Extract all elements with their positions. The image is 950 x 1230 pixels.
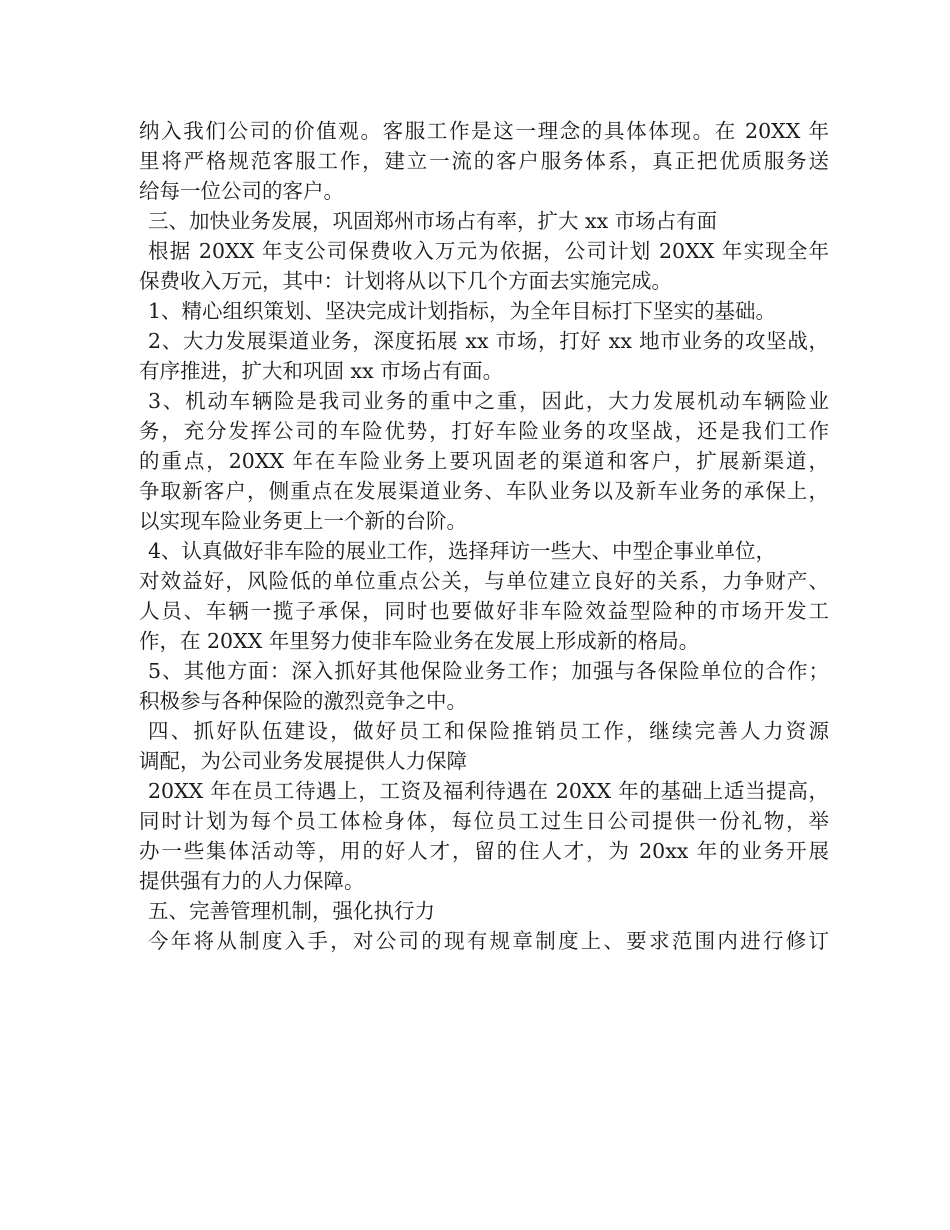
text-line: 务，充分发挥公司的车险优势，打好车险业务的攻坚战，还是我们工作 bbox=[139, 419, 829, 443]
text-line: 同时计划为每个员工体检身体，每位员工过生日公司提供一份礼物，举 bbox=[139, 809, 829, 833]
text-line: 保费收入万元，其中：计划将从以下几个方面去实施完成。 bbox=[139, 269, 672, 293]
text-line: 5、其他方面：深入抓好其他保险业务工作；加强与各保险单位的合作； bbox=[148, 659, 829, 683]
text-line: 20XX 年在员工待遇上，工资及福利待遇在 20XX 年的基础上适当提高， bbox=[148, 779, 829, 803]
text-line: 以实现车险业务更上一个新的台阶。 bbox=[139, 509, 467, 533]
text-line: 对效益好，风险低的单位重点公关，与单位建立良好的关系，力争财产、 bbox=[139, 569, 829, 593]
text-line: 3、机动车辆险是我司业务的重中之重，因此，大力发展机动车辆险业 bbox=[148, 389, 829, 413]
text-line: 根据 20XX 年支公司保费收入万元为依据，公司计划 20XX 年实现全年 bbox=[148, 239, 829, 263]
text-line: 五、完善管理机制，强化执行力 bbox=[148, 899, 435, 923]
text-line: 三、加快业务发展，巩固郑州市场占有率，扩大 xx 市场占有面 bbox=[148, 209, 718, 233]
text-line: 的重点，20XX 年在车险业务上要巩固老的渠道和客户，扩展新渠道， bbox=[139, 449, 829, 473]
text-line: 争取新客户，侧重点在发展渠道业务、车队业务以及新车业务的承保上， bbox=[139, 479, 829, 503]
text-line: 积极参与各种保险的激烈竞争之中。 bbox=[139, 689, 467, 713]
text-line: 四、抓好队伍建设，做好员工和保险推销员工作，继续完善人力资源 bbox=[148, 719, 829, 743]
text-line: 1、精心组织策划、坚决完成计划指标，为全年目标打下坚实的基础。 bbox=[148, 299, 777, 323]
text-line: 调配，为公司业务发展提供人力保障 bbox=[139, 749, 467, 773]
text-line: 作，在 20XX 年里努力使非车险业务在发展上形成新的格局。 bbox=[139, 629, 700, 653]
text-line: 人员、车辆一揽子承保，同时也要做好非车险效益型险种的市场开发工 bbox=[139, 599, 829, 623]
text-line: 今年将从制度入手，对公司的现有规章制度上、要求范围内进行修订 bbox=[148, 929, 829, 953]
text-line: 2、大力发展渠道业务，深度拓展 xx 市场，打好 xx 地市业务的攻坚战， bbox=[148, 329, 829, 353]
text-line: 给每一位公司的客户。 bbox=[139, 179, 344, 203]
text-line: 提供强有力的人力保障。 bbox=[139, 869, 365, 893]
text-line: 办一些集体活动等，用的好人才，留的住人才，为 20xx 年的业务开展 bbox=[139, 839, 829, 863]
text-line: 4、认真做好非车险的展业工作，选择拜访一些大、中型企事业单位， bbox=[148, 539, 777, 563]
text-line: 有序推进，扩大和巩固 xx 市场占有面。 bbox=[139, 359, 504, 383]
document-body bbox=[139, 116, 829, 956]
text-line: 里将严格规范客服工作，建立一流的客户服务体系，真正把优质服务送 bbox=[139, 149, 829, 173]
text-line: 纳入我们公司的价值观。客服工作是这一理念的具体体现。在 20XX 年 bbox=[139, 119, 829, 143]
